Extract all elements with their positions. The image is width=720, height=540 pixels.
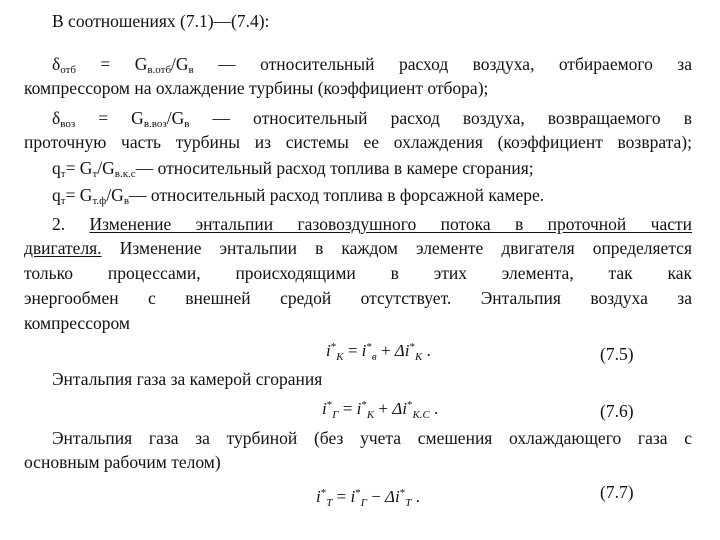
gas-enthalpy-combustor-label: Энтальпия газа за камерой сгорания <box>52 369 323 389</box>
equation-number-7-7: (7.7) <box>600 482 634 502</box>
equation-7-5: $i^*_K = i^*_в + \Delta i^*_K$ . <box>326 341 431 363</box>
gas-enthalpy-turbine-label-cont: основным рабочим телом) <box>24 452 221 472</box>
paragraph-line-4: компрессором <box>24 313 130 333</box>
definition-q-ks: $q_т=$ $G_т/G_{в.к.с}—$ относительный расход топлива в камере сгорания; <box>52 158 534 180</box>
paragraph-line-1: двигателя. Изменение энтальпии в каждом элементе двигателя определяется <box>24 238 692 258</box>
equation-7-6: $i^*_Г = i^*_K + \Delta i^*_{K.C}$ . <box>322 399 439 421</box>
intro-line: В соотношениях (7.1)—(7.4): <box>52 11 270 31</box>
definition-delta-voz-cont: проточную часть турбины из системы ее охлаждения (коэффициент возврата); <box>24 132 692 152</box>
equation-7-7: $i^*_T = i^*_Г - \Delta i^*_T$ . <box>316 487 420 509</box>
definition-q-f: $q_т=$ $G_{т.ф}/G_в—$ относительный расход топлива в форсажной камере. <box>52 185 545 207</box>
paragraph-line-2: только процессами, происходящими в этих элемента, так как <box>24 263 692 283</box>
definition-delta-otb: $\delta_{отб} = G_{в.отб}/G_в$ — относительный расход воздуха, отбираемого за <box>52 54 692 76</box>
gas-enthalpy-turbine-label: Энтальпия газа за турбиной (без учета смешения охлаждающего газа с <box>52 428 692 448</box>
section-heading: 2. Изменение энтальпии газовоздушного потока в проточной части <box>52 214 692 234</box>
equation-number-7-5: (7.5) <box>600 344 634 364</box>
definition-delta-voz: $\delta_{воз} = G_{в.воз}/G_в$ — относительный расход воздуха, возвращаемого в <box>52 108 692 130</box>
definition-delta-otb-cont: компрессором на охлаждение турбины (коэффициент отбора); <box>24 78 489 98</box>
paragraph-line-3: энергообмен с внешней средой отсутствует. Энтальпия воздуха за <box>24 288 692 308</box>
equation-number-7-6: (7.6) <box>600 401 634 421</box>
